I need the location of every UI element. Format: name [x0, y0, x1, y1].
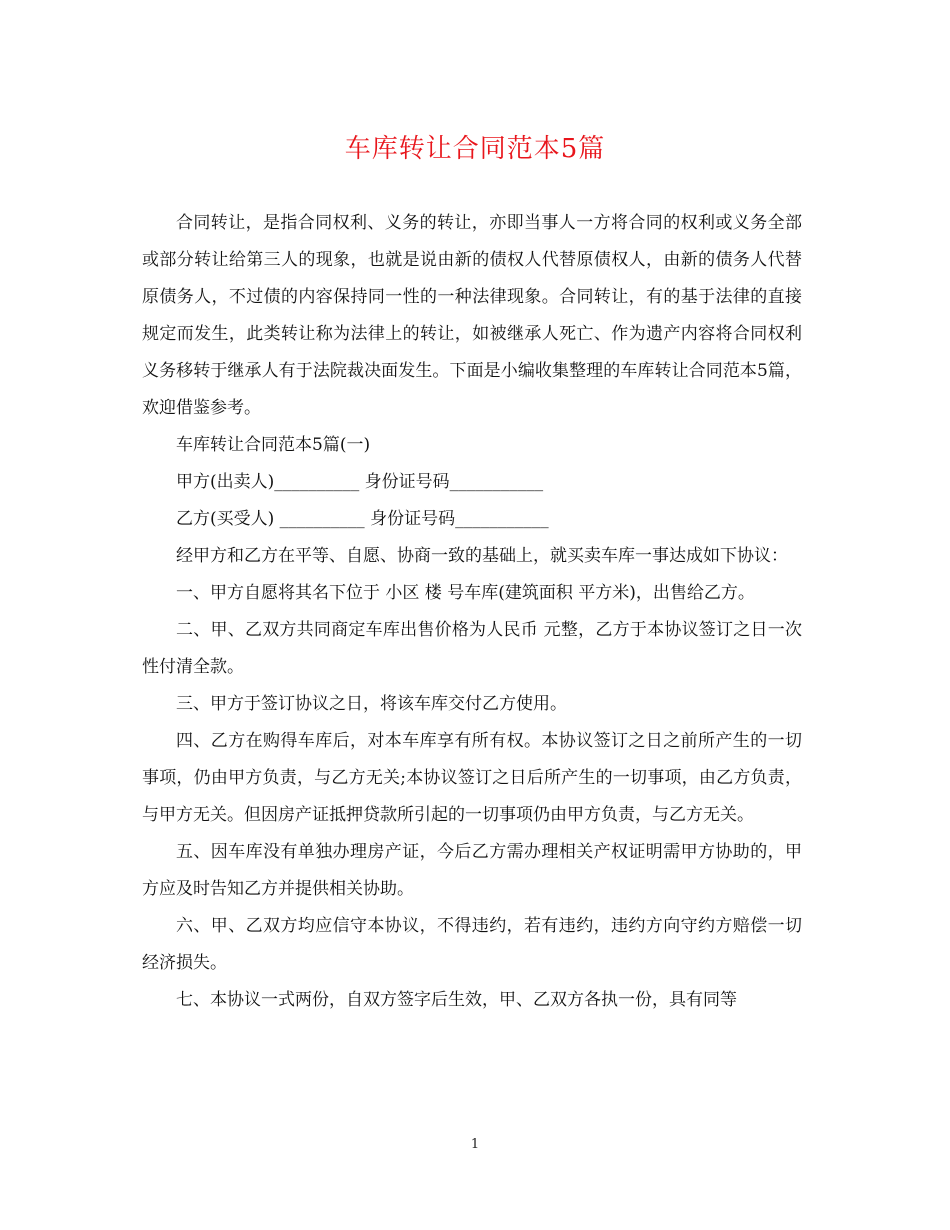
paragraph-clause-4: 四、乙方在购得车库后，对本车库享有所有权。本协议签订之日之前所产生的一切事项，仍由甲方负责，与乙方无关;本协议签订之日后所产生的一切事项，由乙方负责，与甲方无关。但因房产证抵押贷款所引起的一切事项仍由甲方负责，与乙方无关。 [142, 731, 802, 825]
paragraph-clause-6: 六、甲、乙双方均应信守本协议，不得违约，若有违约，违约方向守约方赔偿一切经济损失。 [142, 916, 802, 973]
document-body [142, 205, 802, 1019]
paragraph-clause-5: 五、因车库没有单独办理房产证，今后乙方需办理相关产权证明需甲方协助的，甲方应及时告知乙方并提供相关协助。 [142, 842, 802, 899]
page-number: 1 [470, 1137, 480, 1152]
paragraph-party-a: 甲方(出卖人)__________ 身份证号码___________ [176, 472, 544, 492]
page-title: 车库转让合同范本5篇 [344, 134, 606, 164]
paragraph-clause-1: 一、甲方自愿将其名下位于 小区 楼 号车库(建筑面积 平方米)，出售给乙方。 [176, 583, 755, 603]
paragraph-clause-7: 七、本协议一式两份，自双方签字后生效，甲、乙双方各执一份，具有同等 [176, 990, 737, 1010]
paragraph-party-b: 乙方(买受人) __________ 身份证号码___________ [176, 509, 549, 529]
paragraph-contract-heading: 车库转让合同范本5篇(一) [176, 435, 371, 455]
paragraph-clause-2: 二、甲、乙双方共同商定车库出售价格为人民币 元整，乙方于本协议签订之日一次性付清全款。 [142, 620, 802, 677]
paragraph-agreement-basis: 经甲方和乙方在平等、自愿、协商一致的基础上，就买卖车库一事达成如下协议： [176, 546, 788, 566]
paragraph-clause-3: 三、甲方于签订协议之日，将该车库交付乙方使用。 [176, 694, 567, 714]
paragraph-intro: 合同转让，是指合同权利、义务的转让，亦即当事人一方将合同的权利或义务全部或部分转让给第三人的现象，也就是说由新的债权人代替原债权人，由新的债务人代替原债务人，不过债的内容保持同一性的一种法律现象。合同转让，有的基于法律的直接规定而发生，此类转让称为法律上的转让，如被继承人死亡、作为遗产内容将合同权利义务移转于继承人有于法院裁决面发生。下面是小编收集整理的车库转让合同范本5篇，欢迎借鉴参考。 [142, 213, 802, 418]
